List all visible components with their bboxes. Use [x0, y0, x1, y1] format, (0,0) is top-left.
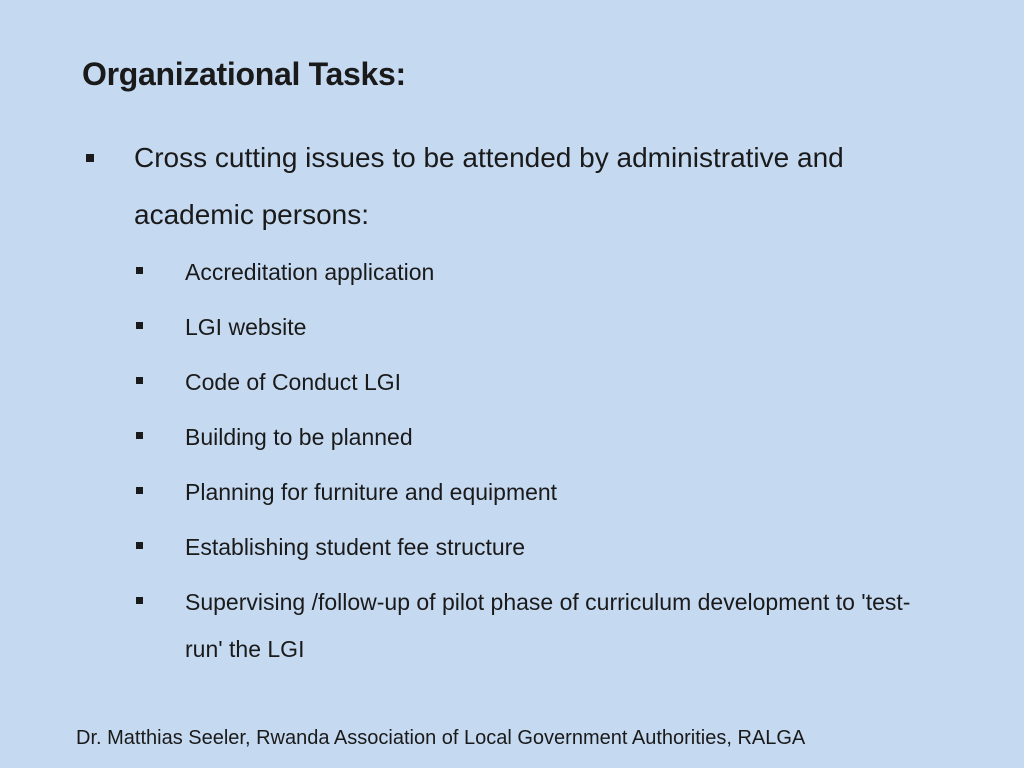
list-item-text: Supervising /follow-up of pilot phase of curriculum development to 'test-run' the LGI: [185, 589, 911, 662]
square-bullet-icon: [136, 542, 143, 549]
list-item-text: Establishing student fee structure: [185, 534, 526, 560]
list-item-text: Planning for furniture and equipment: [185, 479, 558, 505]
main-bullet-text: Cross cutting issues to be attended by administrative and academic persons:: [134, 142, 844, 230]
sub-bullet-list: [135, 258, 955, 673]
square-bullet-icon: [136, 322, 143, 329]
list-item-text: Building to be planned: [185, 424, 413, 450]
slide-title: Organizational Tasks:: [82, 56, 406, 92]
main-bullet-item: [82, 138, 962, 243]
footer-author: Dr. Matthias Seeler: [76, 727, 245, 749]
list-item-text: Code of Conduct LGI: [185, 369, 402, 395]
square-bullet-icon: [136, 432, 143, 439]
square-bullet-icon: [86, 154, 94, 162]
list-item: [135, 588, 955, 673]
footer-organization: , Rwanda Association of Local Government Authorities, RALGA: [244, 727, 806, 749]
list-item-text: LGI website: [185, 314, 307, 340]
square-bullet-icon: [136, 377, 143, 384]
square-bullet-icon: [136, 487, 143, 494]
square-bullet-icon: [136, 597, 143, 604]
square-bullet-icon: [136, 267, 143, 274]
list-item-text: Accreditation application: [185, 259, 435, 285]
slide-footer: [76, 727, 805, 750]
